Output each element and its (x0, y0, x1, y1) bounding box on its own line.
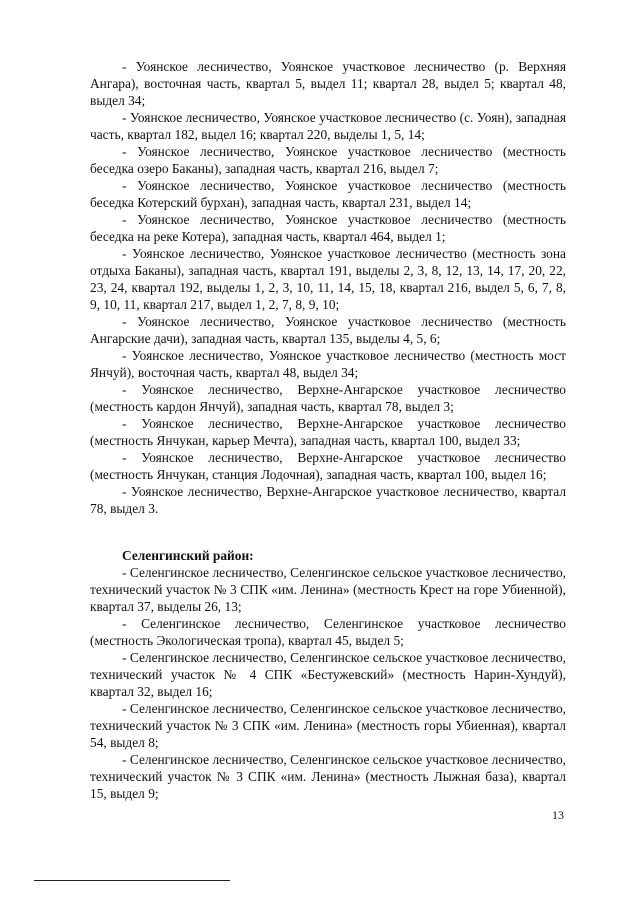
list-item: - Селенгинское лесничество, Селенгинское сельское участковое лесничество, технический участок № 4 СПК «Бестужевский» (местность Нарин-Хундуй), квартал 32, выдел 16; (90, 650, 566, 699)
list-item: - Уоянское лесничество, Верхне-Ангарское участковое лесничество (местность Янчукан, станция Лодочная), западная часть, квартал 100, выдел 16; (90, 450, 566, 482)
list-item: - Селенгинское лесничество, Селенгинское сельское участковое лесничество, технический участок № 3 СПК «им. Ленина» (местность Лыжная база), квартал 15, выдел 9; (90, 752, 566, 801)
section-heading: Селенгинский район: (122, 548, 254, 563)
list-item: - Уоянское лесничество, Уоянское участковое лесничество (местность беседка озеро Баканы), западная часть, квартал 216, выдел 7; (90, 144, 566, 176)
list-item: - Уоянское лесничество, Уоянское участковое лесничество (местность мост Янчуй), восточная часть, квартал 48, выдел 34; (90, 348, 566, 380)
document-body (90, 58, 566, 802)
footnote-divider (34, 880, 230, 881)
list-item: - Уоянское лесничество, Уоянское участковое лесничество (местность зона отдыха Баканы), западная часть, квартал 191, выделы 2, 3, 8, 12, 13, 14, 17, 20, 22, 23, 24, квартал 192, выделы 1, 2, 3, 10, 11, 14, 15, 18, квартал 216, выдел 5, 6, 7, 8, 9, 10, 11, квартал 217, выдел 1, 2, 7, 8, 9, 10; (90, 246, 566, 312)
list-item: - Селенгинское лесничество, Селенгинское сельское участковое лесничество, технический участок № 3 СПК «им. Ленина» (местность Крест на горе Убиенной), квартал 37, выделы 26, 13; (90, 565, 566, 614)
list-item: - Уоянское лесничество, Уоянское участковое лесничество (местность беседка Котерский бурхан), западная часть, квартал 231, выдел 14; (90, 178, 566, 210)
list-item: - Уоянское лесничество, Уоянское участковое лесничество (местность беседка на реке Котера), западная часть, квартал 464, выдел 1; (90, 212, 566, 244)
list-item: - Уоянское лесничество, Верхне-Ангарское участковое лесничество (местность кардон Янчуй), западная часть, квартал 78, выдел 3; (90, 382, 566, 414)
list-item: - Уоянское лесничество, Уоянское участковое лесничество (с. Уоян), западная часть, квартал 182, выдел 16; квартал 220, выделы 1, 5, 14; (90, 110, 566, 142)
page-number: 13 (552, 808, 564, 822)
list-item: - Селенгинское лесничество, Селенгинское участковое лесничество (местность Экологическая тропа), квартал 45, выдел 5; (90, 616, 566, 648)
list-item: - Уоянское лесничество, Верхне-Ангарское участковое лесничество (местность Янчукан, карьер Мечта), западная часть, квартал 100, выдел 33; (90, 416, 566, 448)
list-item: - Селенгинское лесничество, Селенгинское сельское участковое лесничество, технический участок № 3 СПК «им. Ленина» (местность горы Убиенная), квартал 54, выдел 8; (90, 701, 566, 750)
list-item: - Уоянское лесничество, Уоянское участковое лесничество (местность Ангарские дачи), западная часть, квартал 135, выделы 4, 5, 6; (90, 314, 566, 346)
list-item: - Уоянское лесничество, Верхне-Ангарское участковое лесничество, квартал 78, выдел 3. (90, 484, 566, 516)
list-item: - Уоянское лесничество, Уоянское участковое лесничество (р. Верхняя Ангара), восточная часть, квартал 5, выдел 11; квартал 28, выдел 5; квартал 48, выдел 34; (90, 59, 566, 108)
